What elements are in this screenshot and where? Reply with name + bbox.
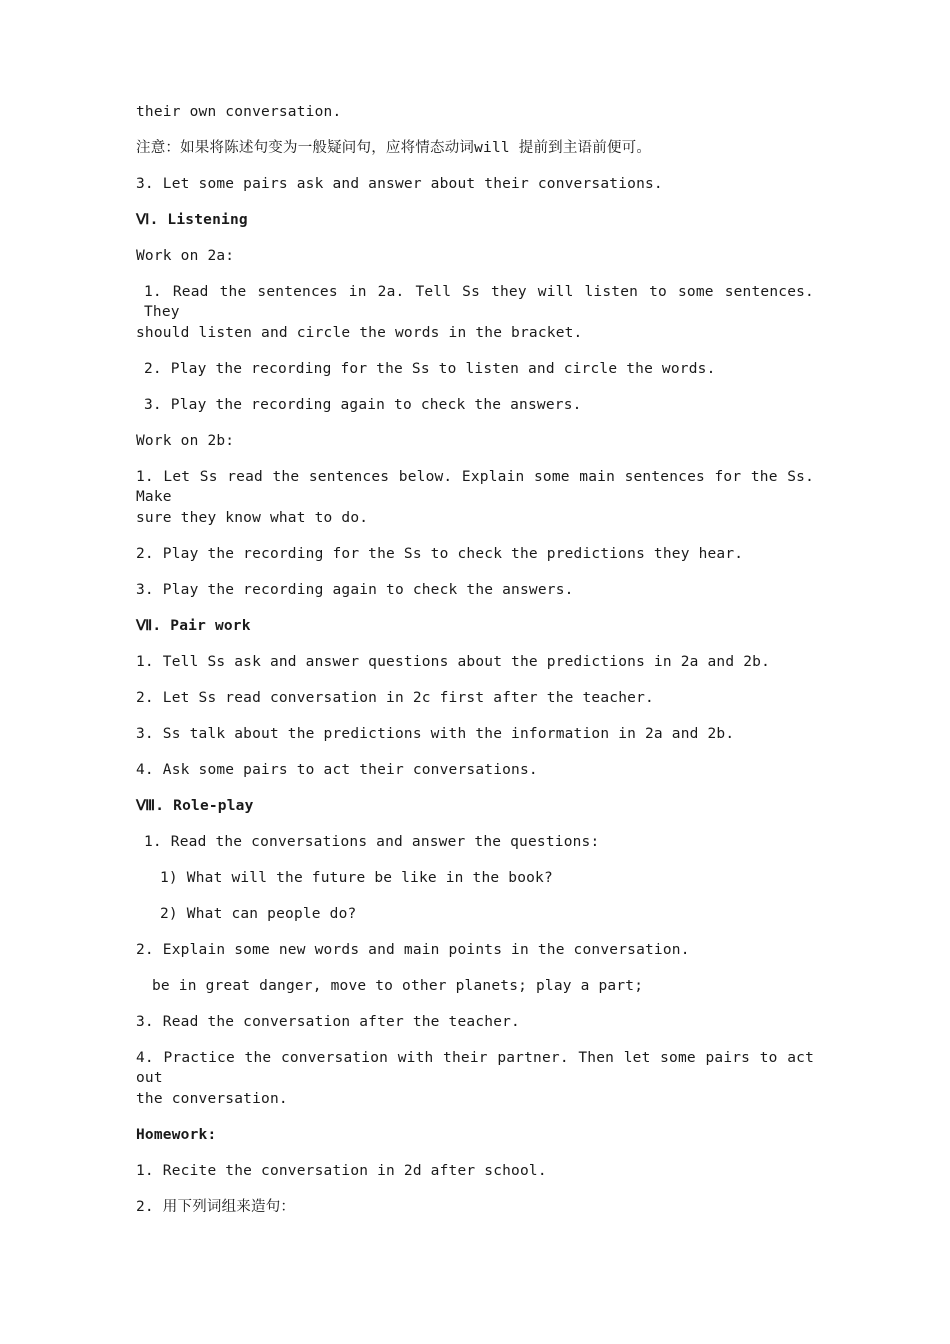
phrase-line: be in great danger, move to other planets; play a part; — [152, 978, 644, 994]
text-line: 1. Tell Ss ask and answer questions about the predictions in 2a and 2b. — [136, 654, 771, 670]
section-heading-listening: Ⅵ. Listening — [136, 212, 248, 228]
section-heading-pair-work: Ⅶ. Pair work — [136, 618, 251, 634]
text-line: 3. Play the recording again to check the answers. — [144, 397, 582, 413]
text-line: 2. Play the recording for the Ss to check the predictions they hear. — [136, 546, 744, 562]
text-line: 3. Read the conversation after the teacher. — [136, 1014, 520, 1030]
text-line: their own conversation. — [136, 104, 342, 120]
text-line: 1. Read the sentences in 2a. Tell Ss they will listen to some sentences. They — [144, 284, 814, 320]
text-line: 4. Ask some pairs to act their conversations. — [136, 762, 538, 778]
text-line: 1. Let Ss read the sentences below. Explain some main sentences for the Ss. Make — [136, 469, 814, 505]
text-line: 2. Play the recording for the Ss to listen and circle the words. — [144, 361, 716, 377]
text-line: 1. Recite the conversation in 2d after school. — [136, 1163, 547, 1179]
subheading-2a: Work on 2a: — [136, 248, 235, 264]
section-heading-role-play: Ⅷ. Role-play — [136, 798, 254, 814]
text-line: 2. Explain some new words and main points in the conversation. — [136, 942, 690, 958]
text-line: 1. Read the conversations and answer the questions: — [144, 834, 600, 850]
text-line: the conversation. — [136, 1091, 288, 1107]
text-line: should listen and circle the words in the bracket. — [136, 325, 583, 341]
text-line: 3. Let some pairs ask and answer about their conversations. — [136, 176, 663, 192]
text-line: 2. 用下列词组来造句： — [136, 1199, 296, 1215]
text-line: 3. Ss talk about the predictions with the information in 2a and 2b. — [136, 726, 735, 742]
section-heading-homework: Homework: — [136, 1127, 217, 1143]
subheading-2b: Work on 2b: — [136, 433, 235, 449]
note-line: 注意：如果将陈述句变为一般疑问句，应将情态动词will 提前到主语前便可。 — [136, 140, 652, 156]
text-line: 2. Let Ss read conversation in 2c first after the teacher. — [136, 690, 654, 706]
text-line: 4. Practice the conversation with their partner. Then let some pairs to act out — [136, 1050, 814, 1086]
question-line: 1) What will the future be like in the book? — [160, 870, 553, 886]
text-line: 3. Play the recording again to check the answers. — [136, 582, 574, 598]
question-line: 2) What can people do? — [160, 906, 357, 922]
text-line: sure they know what to do. — [136, 510, 369, 526]
